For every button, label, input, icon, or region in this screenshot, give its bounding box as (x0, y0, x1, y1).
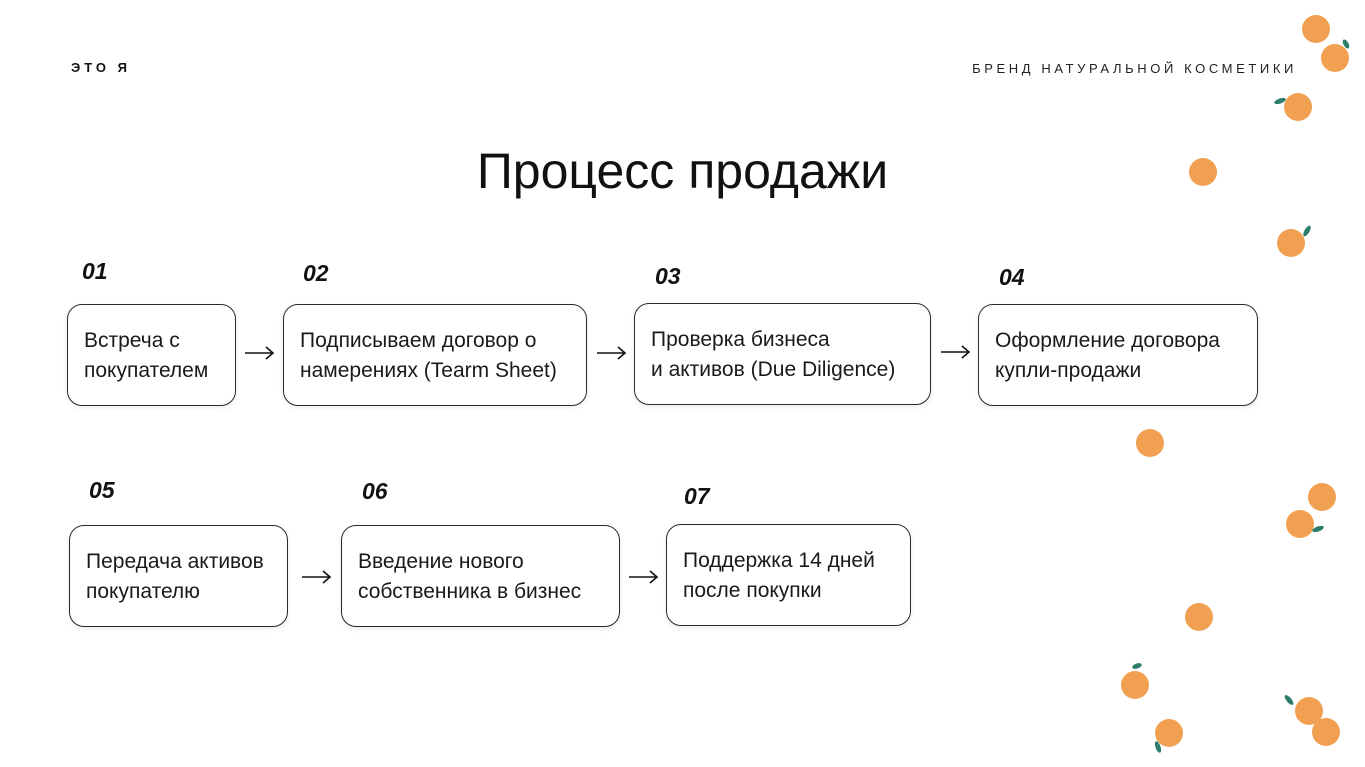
step-text-line2: после покупки (683, 579, 822, 602)
step-number-03: 03 (655, 263, 681, 289)
step-text-line2: намерениях (Tearm Sheet) (300, 359, 557, 382)
step-number-05: 05 (89, 477, 115, 503)
step-text-line1: Подписываем договор о (300, 329, 537, 352)
step-text-line2: купли-продажи (995, 359, 1142, 382)
step-number-01: 01 (82, 258, 108, 284)
step-number-07: 07 (684, 483, 710, 509)
brand-tagline-right: БРЕНД НАТУРАЛЬНОЙ КОСМЕТИКИ (972, 61, 1297, 76)
brand-tagline-left: ЭТО Я (71, 60, 131, 75)
step-text-line2: покупателю (86, 580, 200, 603)
step-text-line2: собственника в бизнес (358, 580, 582, 603)
step-number-06: 06 (362, 478, 388, 504)
step-text-line1: Встреча с (84, 329, 180, 352)
step-text-line1: Передача активов (86, 550, 264, 573)
step-number-04: 04 (999, 264, 1025, 290)
step-text-line1: Введение нового (358, 550, 524, 573)
page-title: Процесс продажи (476, 143, 889, 199)
step-text-line2: покупателем (84, 359, 209, 382)
step-text-line1: Поддержка 14 дней (683, 549, 875, 572)
step-text-line2: и активов (Due Diligence) (651, 358, 896, 381)
step-number-02: 02 (303, 260, 329, 286)
step-text-line1: Оформление договора (995, 329, 1220, 352)
step-text-line1: Проверка бизнеса (651, 328, 830, 351)
